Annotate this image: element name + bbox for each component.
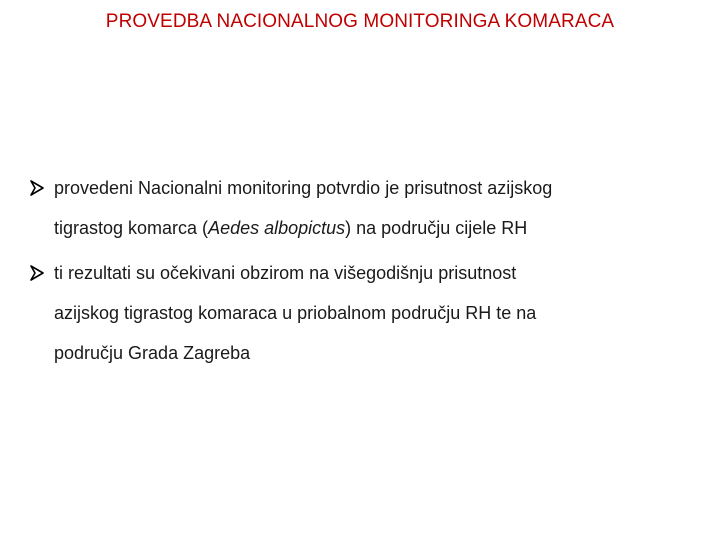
bullet-list: [30, 168, 710, 378]
bullet-line: azijskog tigrastog komaraca u priobalnom području RH te na: [54, 303, 537, 323]
bullet-line: području Grada Zagreba: [54, 343, 251, 363]
bullet-line: ti rezultati su očekivani obzirom na višegodišnju prisutnost: [54, 263, 517, 283]
bullet-line: provedeni Nacionalni monitoring potvrdio je prisutnost azijskog: [54, 178, 553, 198]
arrow-bullet-icon: [30, 265, 44, 281]
bullet-line: [54, 208, 710, 248]
bullet-text: tigrastog komarca (: [54, 218, 209, 238]
arrow-bullet-icon: [30, 180, 44, 196]
bullet-item: [30, 168, 710, 248]
bullet-item: [30, 253, 710, 373]
species-name: Aedes albopictus: [208, 218, 346, 238]
bullet-text: ) na području cijele RH: [345, 218, 528, 238]
slide-title: PROVEDBA NACIONALNOG MONITORINGA KOMARACA: [105, 11, 615, 32]
